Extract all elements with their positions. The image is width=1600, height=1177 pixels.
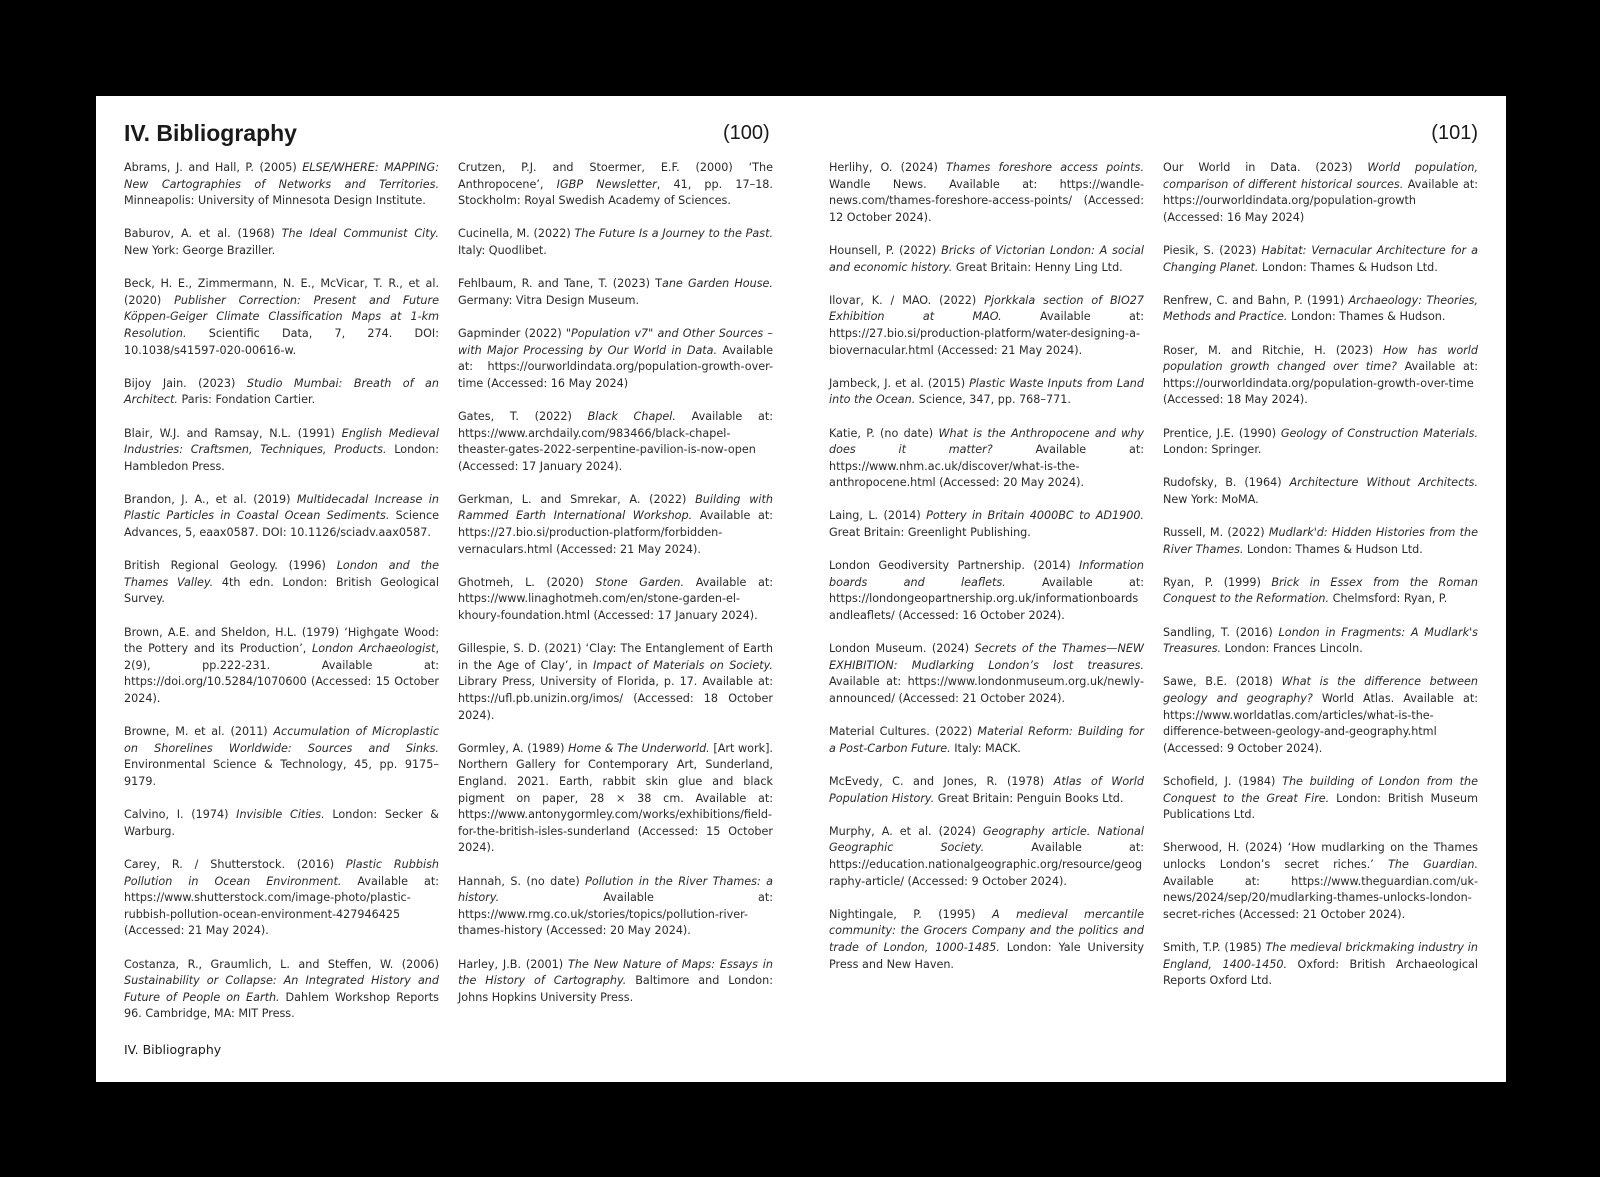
entry-title: London in Fragments: A Mudlark's Treasures. xyxy=(1163,625,1479,656)
bibliography-entry xyxy=(829,824,1144,890)
entry-publication: Germany: Vitra Design Museum. xyxy=(458,293,640,307)
entry-publication: Available at: https://27.bio.si/production-platform/water-designing-a-biovernacular.html (Accessed: 21 May 2024). xyxy=(829,310,1144,357)
entry-publication: Italy: Quodlibet. xyxy=(458,243,547,257)
entry-title: Material Reform: Building for a Post-Carbon Future. xyxy=(829,725,1144,755)
entry-author-year: Gerkman, L. and Smrekar, A. (2022) xyxy=(458,492,696,506)
entry-author-year: Hannah, S. (no date) xyxy=(458,874,586,888)
entry-title: Architecture Without Architects. xyxy=(1289,476,1478,490)
entry-author-year: Costanza, R., Graumlich, L. and Steffen, W. (2006) xyxy=(124,957,439,971)
bibliography-entry xyxy=(1163,774,1478,824)
bibliography-entry xyxy=(124,226,439,259)
bibliography-column-2 xyxy=(458,160,773,1023)
entry-author-year: Renfrew, C. and Bahn, P. (1991) xyxy=(1163,293,1349,307)
entry-publication: Great Britain: Penguin Books Ltd. xyxy=(934,791,1124,805)
entry-publication: Available at: https://www.theguardian.com/uk-news/2024/sep/20/mudlarking-thames-unlocks-london-secret-riches (Accessed: 21 October 2024). xyxy=(1163,874,1478,921)
bibliography-entry xyxy=(458,741,773,857)
entry-title: Plastic Waste Inputs from Land into the Ocean. xyxy=(829,376,1144,407)
entry-title: Stone Garden. xyxy=(595,575,685,589)
entry-title: The building of London from the Conquest to the Great Fire. xyxy=(1163,774,1479,805)
entry-author-year: Material Cultures. (2022) xyxy=(829,725,978,739)
entry-author-year: Prentice, J.E. (1990) xyxy=(1163,426,1281,440)
bibliography-entry xyxy=(1163,343,1478,409)
entry-author-year: Ryan, P. (1999) xyxy=(1163,575,1272,589)
entry-author-year: Calvino, I. (1974) xyxy=(124,808,237,822)
entry-author-year: Piesik, S. (2023) xyxy=(1163,243,1262,257)
entry-title: ane Garden House. xyxy=(661,277,773,291)
entry-publication: Library Press, University of Florida, p. 17. Available at: https://ufl.pb.unizin.org/imos/ (Accessed: 18 October 2024). xyxy=(458,675,773,722)
entry-author-year: Nightingale, P. (1995) xyxy=(829,907,992,921)
entry-title: English Medieval Industries: Craftsmen, Techniques, Products. xyxy=(124,426,439,457)
entry-title: The New Nature of Maps: Essays in the History of Cartography. xyxy=(458,957,773,988)
entry-author-year: Beck, H. E., Zimmermann, N. E., McVicar, T. R., et al. (2020) xyxy=(124,277,439,307)
entry-publication: Available at: https://www.linaghotmeh.com/en/stone-garden-el-khoury-foundation.html (Accessed: 17 January 2024). xyxy=(458,575,774,623)
entry-author-year: Gapminder (2022) xyxy=(458,326,566,340)
running-footer: IV. Bibliography xyxy=(124,1042,222,1057)
bibliography-entry xyxy=(1163,243,1478,276)
entry-author-year: Herlihy, O. (2024) xyxy=(829,161,946,174)
entry-title: Bricks of Victorian London: A social and economic history. xyxy=(829,243,1144,274)
bibliography-entry xyxy=(458,226,773,259)
bibliography-entry xyxy=(829,724,1144,757)
entry-publication: Baltimore and London: Johns Hopkins University Press. xyxy=(458,974,773,1004)
entry-title: IGBP Newsletter xyxy=(556,177,657,191)
entry-author-year: Katie, P. (no date) xyxy=(829,426,939,440)
entry-publication: , 2(9), pp.222-231. Available at: https://doi.org/10.5284/1070600 (Accessed: 15 October 2024). xyxy=(124,642,439,705)
entry-author-year: Rudofsky, B. (1964) xyxy=(1163,476,1290,490)
bibliography-entry xyxy=(1163,426,1478,459)
entry-author-year: Jambeck, J. et al. (2015) xyxy=(829,376,970,390)
bibliography-entry xyxy=(124,857,439,940)
entry-author-year: Harley, J.B. (2001) xyxy=(458,957,569,971)
entry-title: Pollution in the River Thames: a history. xyxy=(458,874,773,905)
bibliography-entry xyxy=(829,426,1144,492)
section-title: IV. Bibliography xyxy=(124,120,297,146)
bibliography-entry xyxy=(458,641,773,724)
entry-title: Building with Rammed Earth International Workshop. xyxy=(458,492,773,523)
entry-title: Thames foreshore access points. xyxy=(945,161,1144,174)
left-page-number: (100) xyxy=(723,122,770,144)
entry-title: Publisher Correction: Present and Future Köppen-Geiger Climate Classification Maps at 1-km Resolution. xyxy=(124,293,439,340)
entry-author-year: Gormley, A. (1989) xyxy=(458,741,569,755)
entry-publication: Oxford: British Archaeological Reports Oxford Ltd. xyxy=(1163,957,1478,988)
bibliography-entry xyxy=(458,160,773,210)
bibliography-entry xyxy=(458,326,773,392)
entry-author-year: Murphy, A. et al. (2024) xyxy=(829,824,983,838)
entry-author-year: Russell, M. (2022) xyxy=(1163,526,1269,540)
bibliography-entry xyxy=(1163,940,1478,990)
entry-publication: Available at: https://ourworldindata.org/population-growth-over-time (Accessed: 18 May 2024). xyxy=(1163,360,1478,407)
entry-title: The Ideal Communist City. xyxy=(281,227,439,241)
entry-publication: London: Thames & Hudson Ltd. xyxy=(1243,542,1423,556)
entry-title: Accumulation of Microplastic on Shorelines Worldwide: Sources and Sinks. xyxy=(124,725,439,755)
entry-author-year: Laing, L. (2014) xyxy=(829,509,927,523)
entry-publication: London: Springer. xyxy=(1163,443,1262,457)
entry-title: Pjorkkala section of BIO27 Exhibition at MAO. xyxy=(829,293,1145,324)
bibliography-entry xyxy=(124,376,439,409)
entry-publication: 4th edn. London: British Geological Survey. xyxy=(124,575,439,606)
entry-publication: Minneapolis: University of Minnesota Design Institute. xyxy=(124,194,426,208)
entry-author-year: Ghotmeh, L. (2020) xyxy=(458,575,596,589)
bibliography-entry xyxy=(829,774,1144,807)
bibliography-entry xyxy=(1163,674,1478,757)
entry-title: Archaeology: Theories, Methods and Practice. xyxy=(1163,293,1478,324)
entry-publication: Available at: https://education.nationalgeographic.org/resource/geography-article/ (Accessed: 9 October 2024). xyxy=(829,841,1145,888)
entry-publication: , 41, pp. 17–18. Stockholm: Royal Swedish Academy of Sciences. xyxy=(458,177,773,208)
bibliography-entry xyxy=(124,807,439,840)
entry-title: Geology of Construction Materials. xyxy=(1280,426,1478,440)
book-spread xyxy=(96,96,1506,1082)
bibliography-entry xyxy=(458,575,773,625)
entry-title: Studio Mumbai: Breath of an Architect. xyxy=(124,376,439,407)
bibliography-entry xyxy=(458,874,773,940)
entry-title: Mudlark'd: Hidden Histories from the River Thames. xyxy=(1163,526,1478,556)
entry-publication: Chelmsford: Ryan, P. xyxy=(1329,592,1448,606)
bibliography-entry xyxy=(1163,475,1478,508)
entry-author-year: Smith, T.P. (1985) xyxy=(1163,940,1266,954)
right-page-number: (101) xyxy=(1431,122,1478,144)
entry-title: ELSE/WHERE: MAPPING: New Cartographies of Networks and Territories. xyxy=(124,161,439,191)
entry-publication: Available at: https://ourworldindata.org/population-growth-over-time (Accessed: 16 May 2024) xyxy=(458,343,773,390)
entry-author-year: Brown, A.E. and Sheldon, H.L. (1979) ‘Highgate Wood: the Pottery and its Production’, xyxy=(124,625,439,656)
entry-publication: Available at: https://27.bio.si/production-platform/forbidden-vernaculars.html (Accessed: 21 May 2024). xyxy=(458,509,773,556)
entry-publication: Paris: Fondation Cartier. xyxy=(177,393,316,407)
entry-publication: Available at: https://www.londonmuseum.org.uk/newly-announced/ (Accessed: 21 October 2024). xyxy=(829,675,1144,705)
bibliography-entry xyxy=(124,957,439,1023)
entry-author-year: Sandling, T. (2016) xyxy=(1163,625,1279,639)
entry-publication: Great Britain: Henny Ling Ltd. xyxy=(952,260,1123,274)
entry-publication: London: Secker & Warburg. xyxy=(124,808,439,838)
entry-author-year: Roser, M. and Ritchie, H. (2023) xyxy=(1163,343,1384,357)
entry-author-year: London Museum. (2024) xyxy=(829,642,975,656)
bibliography-column-4 xyxy=(1163,160,1478,1006)
entry-title: Impact of Materials on Society. xyxy=(592,658,773,672)
bibliography-entry xyxy=(829,558,1144,624)
entry-author-year: Carey, R. / Shutterstock. (2016) xyxy=(124,857,346,871)
entry-title: "Population v7" and Other Sources – with Major Processing by Our World in Data. xyxy=(458,326,773,357)
entry-title: The medieval brickmaking industry in England, 1400-1450. xyxy=(1163,940,1478,971)
entry-author-year: London Geodiversity Partnership. (2014) xyxy=(829,559,1080,573)
entry-title: Secrets of the Thames—NEW EXHIBITION: Mudlarking London’s lost treasures. xyxy=(829,642,1144,672)
bibliography-entry xyxy=(1163,160,1478,226)
bibliography-entry xyxy=(124,426,439,476)
entry-author-year: Sherwood, H. (2024) ‘How mudlarking on the Thames unlocks London’s secret riches.’ xyxy=(1163,841,1478,871)
entry-publication: London: Thames & Hudson Ltd. xyxy=(1258,260,1438,274)
entry-title: Information boards and leaflets. xyxy=(829,559,1144,589)
entry-title: How has world population growth changed over time? xyxy=(1163,343,1478,374)
entry-title: Multidecadal Increase in Plastic Particles in Coastal Ocean Sediments. xyxy=(124,492,439,523)
bibliography-entry xyxy=(1163,840,1478,923)
entry-author-year: Blair, W.J. and Ramsay, N.L. (1991) xyxy=(124,426,342,440)
entry-author-year: Bijoy Jain. (2023) xyxy=(124,376,247,390)
entry-author-year: Our World in Data. (2023) xyxy=(1163,161,1368,174)
bibliography-entry xyxy=(124,160,439,210)
bibliography-entry xyxy=(1163,575,1478,608)
entry-author-year: Baburov, A. et al. (1968) xyxy=(124,227,282,241)
entry-title: World population, comparison of different historical sources. xyxy=(1163,161,1478,191)
bibliography-entry xyxy=(829,907,1144,973)
entry-title: Pottery in Britain 4000BC to AD1900. xyxy=(926,509,1144,523)
entry-title: The Guardian. xyxy=(1388,857,1478,871)
entry-publication: World Atlas. Available at: https://www.worldatlas.com/articles/what-is-the-difference-between-geology-and-geography.html (Accessed: 9 October 2024). xyxy=(1163,692,1478,755)
bibliography-column-1 xyxy=(124,160,439,1039)
entry-publication: Great Britain: Greenlight Publishing. xyxy=(829,526,1031,540)
entry-author-year: British Regional Geology. (1996) xyxy=(124,559,337,573)
entry-publication: Available at: https://www.nhm.ac.uk/discover/what-is-the-anthropocene.html (Accessed: 20 May 2024). xyxy=(829,443,1145,490)
bibliography-entry xyxy=(829,243,1144,276)
entry-author-year: Abrams, J. and Hall, P. (2005) xyxy=(124,161,303,174)
entry-author-year: Sawe, B.E. (2018) xyxy=(1163,675,1282,689)
entry-author-year: Schofield, J. (1984) xyxy=(1163,774,1283,788)
bibliography-entry xyxy=(458,957,773,1007)
bibliography-entry xyxy=(124,276,439,359)
entry-publication: Available at: https://www.shutterstock.com/image-photo/plastic-rubbish-pollution-ocean-environment-427946425 (Accessed: 21 May 2024). xyxy=(124,874,440,938)
bibliography-entry xyxy=(829,160,1144,226)
entry-title: What is the Anthropocene and why does it matter? xyxy=(829,426,1145,457)
entry-author-year: Crutzen, P.J. and Stoermer, E.F. (2000) ‘The Anthropocene’, xyxy=(458,161,773,191)
entry-publication: Scientific Data, 7, 274. DOI: 10.1038/s41597-020-00616-w. xyxy=(124,326,439,357)
bibliography-entry xyxy=(458,409,773,475)
entry-title: Home & The Underworld. xyxy=(568,741,710,755)
entry-author-year: Hounsell, P. (2022) xyxy=(829,243,942,257)
entry-publication: Italy: MACK. xyxy=(950,741,1021,755)
entry-publication: [Art work]. Northern Gallery for Contemporary Art, Sunderland, England. 2021. Earth, rabbit skin glue and black pigment on paper, 28 × 38 cm. Available at: https://www.antonygormley.com/works/exhibitions/field-for-the-british-isles-sunderland (Accessed: 15 October 2024). xyxy=(458,741,773,855)
entry-title: London Archaeologist xyxy=(312,642,436,656)
entry-publication: New York: MoMA. xyxy=(1163,492,1259,506)
entry-author-year: Gillespie, S. D. (2021) ‘Clay: The Entanglement of Earth in the Age of Clay’, in xyxy=(458,642,773,672)
bibliography-entry xyxy=(124,558,439,608)
entry-title: Habitat: Vernacular Architecture for a Changing Planet. xyxy=(1163,243,1478,274)
entry-publication: Science, 347, pp. 768–771. xyxy=(915,393,1071,407)
entry-publication: London: Yale University Press and New Haven. xyxy=(829,940,1144,971)
entry-publication: London: British Museum Publications Ltd. xyxy=(1163,791,1478,822)
entry-author-year: Brandon, J. A., et al. (2019) xyxy=(124,492,297,506)
bibliography-entry xyxy=(829,641,1144,707)
bibliography-entry xyxy=(458,492,773,558)
bibliography-entry xyxy=(124,625,439,708)
entry-publication: Dahlem Workshop Reports 96. Cambridge, MA: MIT Press. xyxy=(124,990,439,1021)
bibliography-entry xyxy=(124,724,439,790)
bibliography-column-3 xyxy=(829,160,1144,990)
entry-title: What is the difference between geology and geography? xyxy=(1163,675,1478,705)
entry-publication: New York: George Braziller. xyxy=(124,243,276,257)
bibliography-entry xyxy=(829,293,1144,359)
entry-publication: Wandle News. Available at: https://wandle-news.com/thames-foreshore-access-points/ (Accessed: 12 October 2024). xyxy=(829,177,1144,224)
entry-author-year: Browne, M. et al. (2011) xyxy=(124,725,274,739)
entry-publication: Available at: https://ourworldindata.org/population-growth (Accessed: 16 May 2024) xyxy=(1163,177,1478,224)
entry-author-year: Fehlbaum, R. and Tane, T. (2023) T xyxy=(458,277,662,291)
bibliography-entry xyxy=(1163,525,1478,558)
entry-title: Plastic Rubbish Pollution in Ocean Environment. xyxy=(124,857,439,888)
entry-publication: London: Frances Lincoln. xyxy=(1221,642,1363,656)
entry-title: The Future Is a Journey to the Past. xyxy=(574,227,774,241)
entry-publication: Available at: https://londongeopartnership.org.uk/informationboardsandleaflets/ (Accessed: 16 October 2024). xyxy=(829,575,1144,623)
bibliography-entry xyxy=(1163,293,1478,326)
entry-publication: London: Thames & Hudson. xyxy=(1287,310,1446,324)
entry-title: London and the Thames Valley. xyxy=(124,559,439,589)
entry-publication: Available at: https://www.archdaily.com/983466/black-chapel-theaster-gates-2022-serpentine-pavilion-is-now-open (Accessed: 17 January 2024). xyxy=(458,409,774,473)
entry-author-year: Ilovar, K. / MAO. (2022) xyxy=(829,293,985,307)
entry-publication: Science Advances, 5, eaax0587. DOI: 10.1126/sciadv.aax0587. xyxy=(124,509,439,540)
entry-title: Brick in Essex from the Roman Conquest to the Reformation. xyxy=(1163,575,1478,606)
bibliography-entry xyxy=(829,508,1144,541)
entry-title: Geography article. National Geographic Society. xyxy=(829,824,1144,855)
entry-title: Black Chapel. xyxy=(587,409,676,423)
entry-author-year: Cucinella, M. (2022) xyxy=(458,227,575,241)
bibliography-entry xyxy=(124,492,439,542)
bibliography-entry xyxy=(1163,625,1478,658)
bibliography-entry xyxy=(458,276,773,309)
entry-title: A medieval mercantile community: the Grocers Company and the politics and trade of London, 1000-1485. xyxy=(829,907,1145,954)
entry-publication: Available at: https://www.rmg.co.uk/stories/topics/pollution-river-thames-history (Accessed: 20 May 2024). xyxy=(458,891,773,938)
entry-author-year: McEvedy, C. and Jones, R. (1978) xyxy=(829,774,1054,788)
entry-title: Sustainability or Collapse: An Integrated History and Future of People on Earth. xyxy=(124,974,439,1004)
entry-publication: Environmental Science & Technology, 45, pp. 9175–9179. xyxy=(124,758,439,788)
entry-title: Invisible Cities. xyxy=(236,808,325,822)
entry-title: Atlas of World Population History. xyxy=(829,774,1144,805)
bibliography-entry xyxy=(829,376,1144,409)
entry-publication: London: Hambledon Press. xyxy=(124,443,439,473)
entry-author-year: Gates, T. (2022) xyxy=(458,409,588,423)
